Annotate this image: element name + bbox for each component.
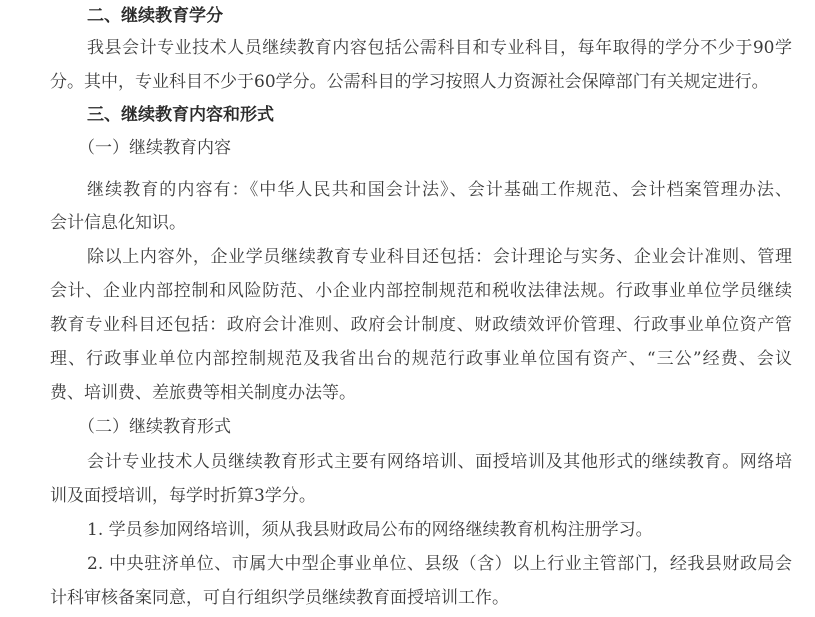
paragraph-credits-line-2: 分。其中，专业科目不少于60学分。公需科目的学习按照人力资源社会保障部门有关规定进行。: [50, 72, 769, 92]
paragraph-subjects-line-4: 理、行政事业单位内部控制规范及我省出台的规范行政事业单位国有资产、“三公”经费、会议: [50, 349, 792, 369]
paragraph-form-line-1: 会计专业技术人员继续教育形式主要有网络培训、面授培训及其他形式的继续教育。网络培: [87, 452, 792, 472]
section-heading-credits: 二、继续教育学分: [87, 6, 223, 26]
paragraph-subjects-line-2: 会计、企业内部控制和风险防范、小企业内部控制规范和税收法律法规。行政事业单位学员继续: [50, 281, 792, 301]
list-item-2-line-2: 计科审核备案同意，可自行组织学员继续教育面授培训工作。: [50, 588, 509, 608]
paragraph-subjects-line-3: 教育专业科目还包括：政府会计准则、政府会计制度、财政绩效评价管理、行政事业单位资产管: [50, 315, 792, 335]
subheading-form: （二）继续教育形式: [78, 417, 231, 437]
paragraph-content-line-2: 会计信息化知识。: [50, 213, 186, 233]
list-item-1: 1. 学员参加网络培训，须从我县财政局公布的网络继续教育机构注册学习。: [87, 520, 653, 540]
paragraph-content-line-1: 继续教育的内容有：《中华人民共和国会计法》、会计基础工作规范、会计档案管理办法、: [87, 180, 792, 200]
paragraph-form-line-2: 训及面授培训，每学时折算3学分。: [50, 486, 316, 506]
paragraph-subjects-line-1: 除以上内容外，企业学员继续教育专业科目还包括：会计理论与实务、企业会计准则、管理: [87, 247, 792, 267]
paragraph-credits-line-1: 我县会计专业技术人员继续教育内容包括公需科目和专业科目，每年取得的学分不少于90学: [87, 38, 792, 58]
subheading-content: （一）继续教育内容: [78, 138, 231, 158]
paragraph-subjects-line-5: 费、培训费、差旅费等相关制度办法等。: [50, 383, 356, 403]
section-heading-content-form: 三、继续教育内容和形式: [87, 105, 274, 125]
list-item-2-line-1: 2. 中央驻济单位、市属大中型企事业单位、县级（含）以上行业主管部门，经我县财政局会: [87, 554, 792, 574]
